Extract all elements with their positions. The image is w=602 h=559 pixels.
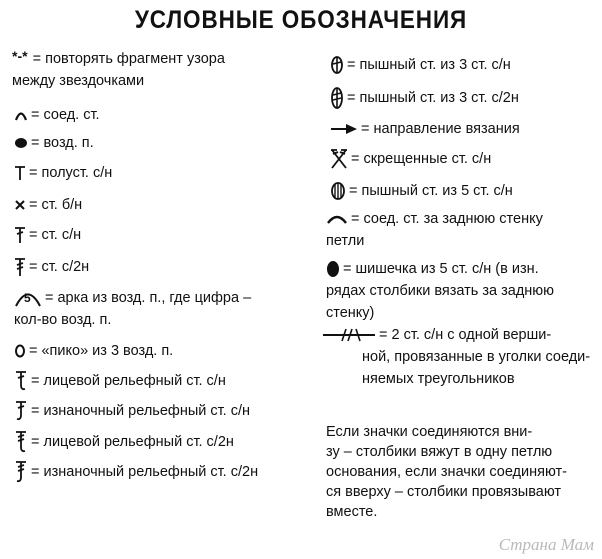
arrow-icon [330, 123, 358, 135]
watermark: Страна Мам [498, 535, 594, 554]
legend-item-slst [14, 104, 100, 126]
legend-text: = пышный ст. из 3 ст. с/н [347, 57, 511, 73]
legend-text-line3: стенку) [326, 305, 375, 321]
dc2tog-line-icon [322, 325, 376, 345]
arc-icon [14, 109, 28, 121]
cross-icon [14, 199, 26, 211]
legend-text: = направление вязания [361, 121, 520, 137]
back-post-tr-icon [14, 460, 28, 484]
legend-text: = 2 ст. с/н с одной верши- [379, 327, 552, 343]
legend-text-line2: кол-во возд. п. [14, 312, 112, 328]
note-line: вместе. [326, 504, 378, 520]
legend-item-chain [14, 132, 94, 154]
legend-item-blslst [326, 208, 543, 252]
legend-text: = полуст. с/н [29, 165, 113, 181]
legend-item-bobble [326, 258, 598, 324]
note-line: ся вверху – столбики провязывают [326, 484, 562, 500]
filled-dot-icon [14, 137, 28, 149]
picot-icon [14, 344, 26, 358]
legend-text-line2: петли [326, 233, 365, 249]
legend-text: = пышный ст. из 5 ст. с/н [349, 183, 513, 199]
legend-item-crossed [330, 148, 491, 170]
bobble-icon [326, 260, 340, 278]
legend-text-line3: няемых треугольников [362, 371, 515, 387]
legend-item-puff5dc [330, 180, 513, 202]
legend-item-bpdc [14, 400, 250, 422]
legend-item-repeat [12, 48, 225, 92]
legend-item-puff3dc [330, 54, 511, 76]
asterisk-pair-icon: *-* [12, 48, 28, 64]
puff-3-tr-icon [330, 86, 344, 110]
crossed-dc-icon [330, 148, 348, 170]
legend-text: = соед. ст. [31, 107, 100, 123]
legend-text-line2: ной, провязанные в уголки соеди- [362, 349, 591, 365]
chain-arch-5-icon [14, 289, 42, 307]
legend-text: = арка из возд. п., где цифра – [45, 290, 252, 306]
legend-item-puff3tr [330, 86, 519, 110]
back-post-dc-icon [14, 400, 28, 422]
legend-text-line2: рядах столбики вязать за заднюю [326, 283, 555, 299]
legend-item-bptr [14, 460, 258, 484]
legend-text: = изнаночный рельефный ст. с/н [31, 403, 251, 419]
legend-text: = соед. ст. за заднюю стенку [351, 211, 543, 227]
front-post-dc-icon [14, 370, 28, 392]
legend-item-direction [330, 118, 520, 140]
tr-icon [14, 257, 26, 277]
note-line: зу – столбики вяжут в одну петлю [326, 444, 553, 460]
legend-item-sc [14, 194, 82, 216]
legend-text: = скрещенные ст. с/н [351, 151, 492, 167]
legend-text: = лицевой рельефный ст. с/2н [31, 433, 234, 450]
legend-item-dc2tog [322, 324, 598, 390]
dc-icon [14, 226, 26, 244]
legend-text: = ст. с/н [29, 227, 82, 243]
page-title: УСЛОВНЫЕ ОБОЗНАЧЕНИЯ [134, 6, 468, 34]
note-line: Если значки соединяются вни- [326, 424, 533, 440]
legend-item-hdc [14, 162, 112, 184]
joining-note [326, 422, 588, 522]
front-post-tr-icon [14, 430, 28, 454]
legend-text: = пышный ст. из 3 ст. с/2н [347, 89, 519, 106]
puff-5-dc-icon [330, 181, 346, 201]
legend-text: = изнаночный рельефный ст. с/2н [31, 463, 259, 480]
t-icon [14, 165, 26, 181]
legend-text: = повторять фрагмент узора [32, 51, 225, 67]
legend-item-tr [14, 256, 89, 278]
legend-text: = шишечка из 5 ст. с/н (в изн. [343, 261, 539, 277]
legend-text: = ст. б/н [29, 197, 83, 213]
legend-text: = лицевой рельефный ст. с/н [31, 373, 226, 389]
legend-item-dc [14, 224, 81, 246]
legend-text: = ст. с/2н [29, 259, 90, 275]
legend-item-fptr [14, 430, 234, 454]
legend-text-line2: между звездочками [12, 73, 145, 89]
legend-item-picot [14, 340, 173, 362]
legend-item-arch [14, 287, 251, 331]
legend-text: = «пико» из 3 возд. п. [29, 343, 174, 359]
legend-item-fpdc [14, 370, 226, 392]
back-loop-slst-icon [326, 213, 348, 225]
legend-text: = возд. п. [31, 135, 94, 151]
puff-3-dc-icon [330, 55, 344, 75]
arch-number: 5 [24, 291, 31, 306]
note-line: основания, если значки соединяют- [326, 464, 568, 480]
